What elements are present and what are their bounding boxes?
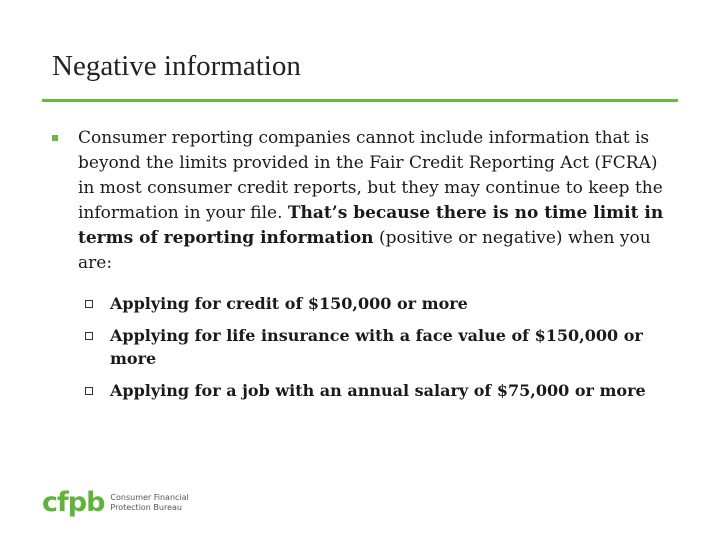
main-bullet (52, 126, 672, 276)
hollow-square-bullet-icon (85, 387, 93, 395)
main-bullet-text-part1: Consumer reporting companies cannot include information that is beyond the limits provided in the Fair Credit Reporting Act (FCRA) in most consumer credit reports, but they may continue to keep the information in your file. (78, 128, 663, 223)
title-divider (42, 99, 678, 102)
sub-bullet-item (52, 292, 672, 315)
sub-bullet-text: Applying for life insurance with a face value of $150,000 or more (110, 326, 643, 368)
slide-body (52, 126, 672, 411)
sub-bullet-item (52, 324, 672, 370)
sub-bullet-list (52, 292, 672, 402)
sub-bullet-text: Applying for a job with an annual salary of $75,000 or more (110, 381, 646, 400)
hollow-square-bullet-icon (85, 332, 93, 340)
logo-line-1: Consumer Financial (110, 493, 189, 502)
hollow-square-bullet-icon (85, 300, 93, 308)
slide-title: Negative information (52, 50, 301, 82)
logo-wordmark (110, 493, 190, 513)
square-bullet-icon (52, 135, 58, 141)
logo-line-2: Protection Bureau (110, 503, 182, 512)
sub-bullet-text: Applying for credit of $150,000 or more (110, 294, 468, 313)
main-bullet-text-part2: (positive or negative) when you are: (78, 228, 651, 273)
main-bullet-emphasis: That’s because there is no time limit in terms of reporting information (78, 203, 664, 248)
cfpb-logo (42, 488, 190, 518)
logo-mark: cfpb (42, 487, 105, 518)
sub-bullet-item (52, 379, 672, 402)
